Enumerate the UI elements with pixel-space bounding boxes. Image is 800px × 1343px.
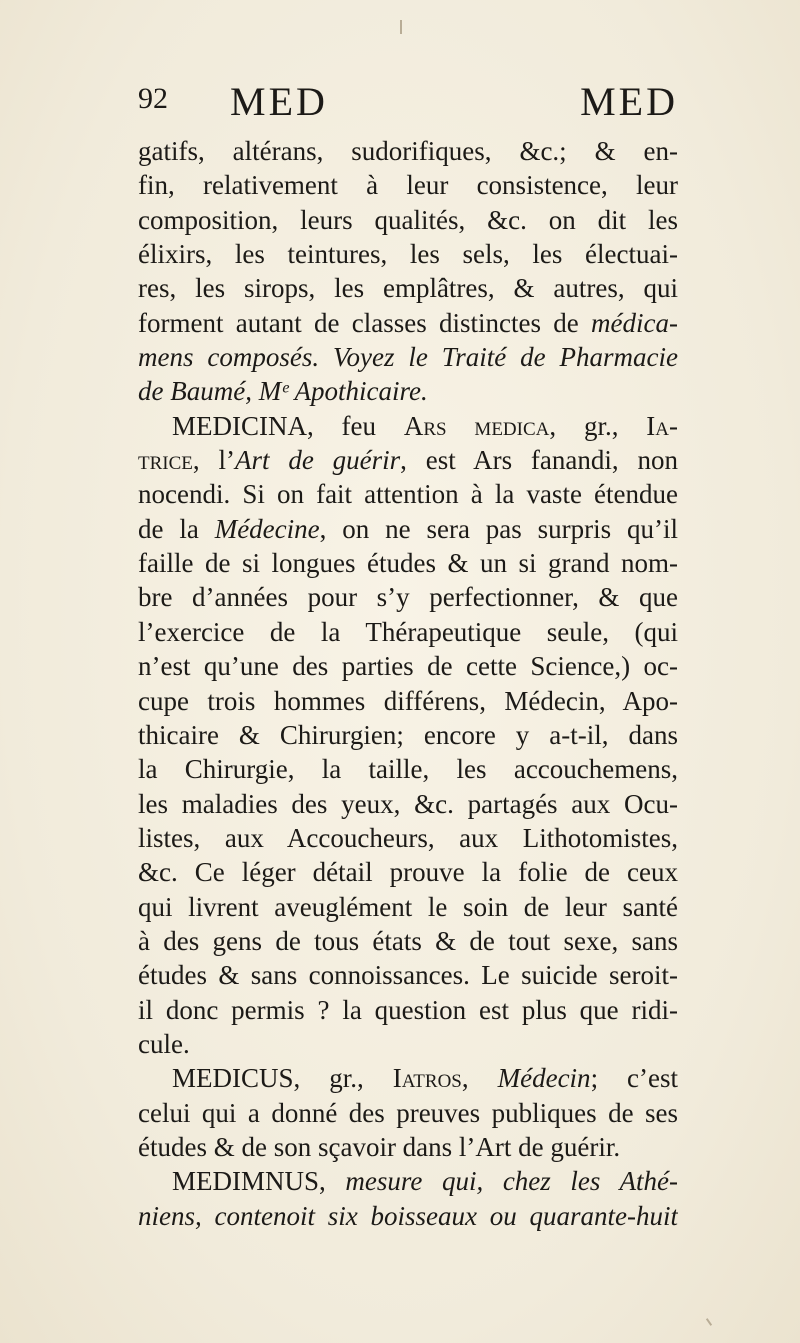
text-run: , l’ [192,445,235,476]
small-caps-text: Ars medica [403,410,550,441]
text-line [138,237,678,271]
header-left-title: MED [230,79,328,124]
text-run: nocendi. Si on fait attention à la vaste étendue [138,479,678,510]
text-line [138,649,678,683]
italic-text: médica- [591,307,678,338]
text-run: élixirs, les teintures, les sels, les électuai- [138,239,678,270]
running-header [138,78,678,124]
text-line [138,477,678,511]
italic-text: de Baumé, Mᵉ Apothicaire. [138,376,428,407]
page-number: 92 [138,82,168,115]
paper-mark [706,1318,712,1326]
italic-text: Médecin [497,1063,591,1094]
text-run: cule. [138,1028,190,1059]
text-run: ; c’est [590,1063,678,1094]
italic-text: Médecine [214,513,320,544]
italic-text: mens composés. Voyez le Traité de Pharmacie [138,342,678,373]
text-line [138,271,678,305]
text-run: gatifs, altérans, sudorifiques, &c.; & en- [138,136,678,166]
text-run: à des gens de tous états & de tout sexe, sans [138,925,678,956]
text-line [138,512,678,546]
text-line [138,340,678,374]
text-run: forment autant de classes distinctes de [138,307,592,338]
text-run: cupe trois hommes différens, Médecin, Apo- [138,685,678,716]
text-line [138,134,678,168]
text-run: MEDICINA, feu [172,410,404,441]
text-run: &c. Ce léger détail prouve la folie de ceux [138,857,678,888]
text-run: il donc permis ? la question est plus que ridi- [138,994,678,1025]
small-caps-text: trice [138,445,193,476]
text-run: l’exercice de la Thérapeutique seule, (qui [138,616,678,647]
text-run: thicaire & Chirurgien; encore y a-t-il, dans [138,719,678,750]
text-run: MEDIMNUS, [172,1166,346,1197]
text-line [138,580,678,614]
text-run: celui qui a donné des preuves publiques de ses [138,1097,678,1128]
italic-text: mesure qui, chez les Athé- [345,1166,678,1197]
text-line [138,718,678,752]
text-run: , on ne sera pas surpris qu’il [319,513,678,544]
text-run: listes, aux Accoucheurs, aux Lithotomistes, [138,822,678,853]
text-line [138,924,678,958]
text-line [138,752,678,786]
text-run: , gr., [549,410,647,441]
text-run: la Chirurgie, la taille, les accouchemens, [138,754,678,785]
text-line [138,409,678,443]
text-line [138,1027,678,1061]
text-line [138,1164,678,1198]
text-line [138,374,678,408]
text-run: , est Ars fanandi, non [400,445,678,476]
text-run: études & de son sçavoir dans l’Art de guérir. [138,1131,621,1162]
text-line [138,821,678,855]
text-line [138,443,678,477]
text-run: bre d’années pour s’y perfectionner, & que [138,582,678,613]
text-line [138,1061,678,1095]
text-line [138,993,678,1027]
text-run: , [461,1063,498,1094]
italic-text: niens, contenoit six boisseaux ou quarante-huit [138,1200,678,1231]
text-run: études & sans connoissances. Le suicide seroit- [138,960,678,991]
small-caps-text: Ia- [646,410,678,441]
paper-mark [400,20,402,34]
text-line [138,890,678,924]
dictionary-entries [138,134,678,1233]
header-right-title: MED [580,79,678,124]
text-line [138,958,678,992]
italic-text: Art de guérir [234,445,401,476]
text-line [138,306,678,340]
text-run: faille de si longues études & un si grand nom- [138,548,678,579]
text-line [138,855,678,889]
text-line [138,684,678,718]
text-run: MEDICUS, gr., [172,1063,393,1094]
text-run: n’est qu’une des parties de cette Science,) oc- [138,651,678,682]
text-line [138,1096,678,1130]
text-run: composition, leurs qualités, &c. on dit les [138,204,678,235]
text-line [138,546,678,580]
text-run: res, les sirops, les emplâtres, & autres, qui [138,273,678,304]
text-line [138,615,678,649]
text-run: les maladies des yeux, &c. partagés aux Ocu- [138,788,678,819]
text-run: fin, relativement à leur consistence, leur [138,170,678,201]
text-line [138,787,678,821]
text-line [138,203,678,237]
small-caps-text: Iatros [392,1063,462,1094]
text-line [138,1130,678,1164]
text-line [138,1199,678,1233]
text-line [138,168,678,202]
text-run: de la [138,513,215,544]
text-run: qui livrent aveuglément le soin de leur santé [138,891,678,922]
